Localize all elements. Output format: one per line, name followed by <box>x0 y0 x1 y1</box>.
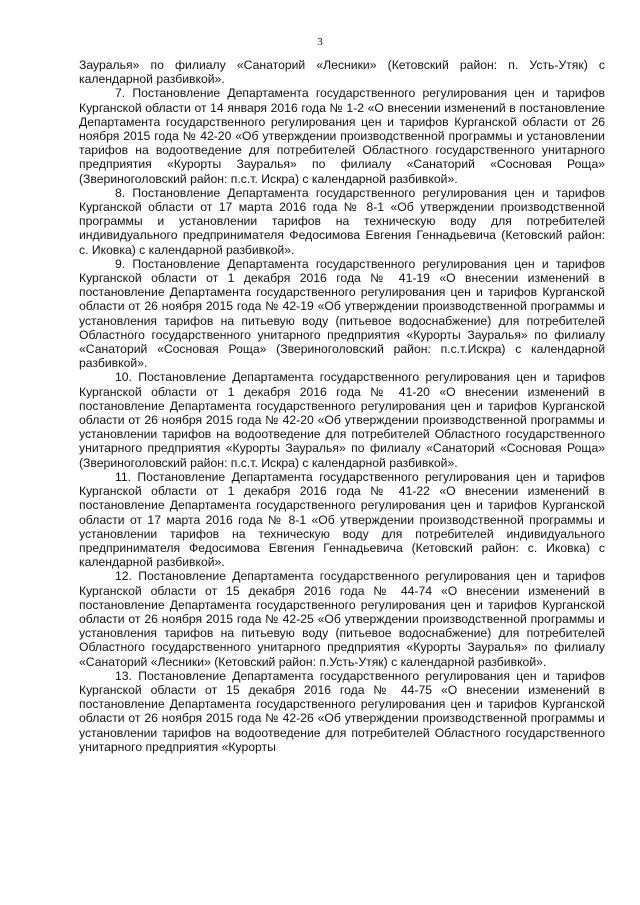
paragraph-item-7: 7. Постановление Департамента государственного регулирования цен и тарифов Курганской области от 14 января 2016 года № 1-2 «О внесении изменений в постановление Департамента государственного регулирования цен и тарифов Курганской области от 26 ноября 2015 года № 42-20 «Об утверждении производственной программы и установлении тарифов на водоотведение для потребителей Областного государственного унитарного предприятия «Курорты Зауралья» по филиалу «Санаторий «Сосновая Роща» (Звериноголовский район: п.с.т. Искра) с календарной разбивкой». <box>79 86 605 186</box>
paragraph-item-12: 12. Постановление Департамента государственного регулирования цен и тарифов Курганской области от 15 декабря 2016 года № 44-74 «О внесении изменений в постановление Департамента государственного регулирования цен и тарифов Курганской области от 26 ноября 2015 года № 42-25 «Об утверждении производственной программы и установления тарифов на питьевую воду (питьевое водоснабжение) для потребителей Областного государственного унитарного предприятия «Курорты Зауралья» по филиалу «Санаторий «Лесники» (Кетовский район: п.Усть-Утяк) с календарной разбивкой». <box>79 569 605 669</box>
paragraph-item-11: 11. Постановление Департамента государственного регулирования цен и тарифов Курганской области от 1 декабря 2016 года № 41-22 «О внесении изменений в постановление Департамента государственного регулирования цен и тарифов Курганской области от 17 марта 2016 года № 8-1 «Об утверждении производственной программы и установлении тарифов на техническую воду для потребителей индивидуального предпринимателя Федосимова Евгения Геннадьевича (Кетовский район: с. Иковка) с календарной разбивкой». <box>79 469 605 570</box>
paragraph-item-10: 10. Постановление Департамента государственного регулирования цен и тарифов Курганской области от 1 декабря 2016 года № 41-20 «О внесении изменений в постановление Департамента государственного регулирования цен и тарифов Курганской области от 26 ноября 2015 года № 42-20 «Об утверждении производственной программы и установлении тарифов на водоотведение для потребителей Областного государственного унитарного предприятия «Курорты Зауралья» по филиалу «Санаторий «Сосновая Роща» (Звериноголовский район: п.с.т. Искра) с календарной разбивкой». <box>79 370 605 470</box>
paragraph-item-9: 9. Постановление Департамента государственного регулирования цен и тарифов Курганской области от 1 декабря 2016 года № 41-19 «О внесении изменений в постановление Департамента государственного регулирования цен и тарифов Курганской области от 26 ноября 2015 года № 42-19 «Об утверждении производственной программы и установления тарифов на питьевую воду (питьевое водоснабжение) для потребителей Областного государственного унитарного предприятия «Курорты Зауралья» по филиалу «Санаторий «Сосновая Роща» (Звериноголовский район: п.с.т.Искра) с календарной разбивкой». <box>79 256 605 371</box>
paragraph-item-8: 8. Постановление Департамента государственного регулирования цен и тарифов Курганской области от 17 марта 2016 года № 8-1 «Об утверждении производственной программы и установлении тарифов на техническую воду для потребителей индивидуального предпринимателя Федосимова Евгения Геннадьевича (Кетовский район: с. Иковка) с календарной разбивкой». <box>79 185 605 257</box>
document-body <box>79 58 605 754</box>
page-number: 3 <box>317 36 323 48</box>
paragraph-continuation: Зауралья» по филиалу «Санаторий «Лесники» (Кетовский район: п. Усть-Утяк) с календарной разбивкой». <box>79 58 605 87</box>
paragraph-item-13: 13. Постановление Департамента государственного регулирования цен и тарифов Курганской области от 15 декабря 2016 года № 44-75 «О внесении изменений в постановление Департамента государственного регулирования цен и тарифов Курганской области от 26 ноября 2015 года № 42-26 «Об утверждении производственной программы и установлении тарифов на водоотведение для потребителей Областного государственного унитарного предприятия «Курорты <box>79 668 605 754</box>
